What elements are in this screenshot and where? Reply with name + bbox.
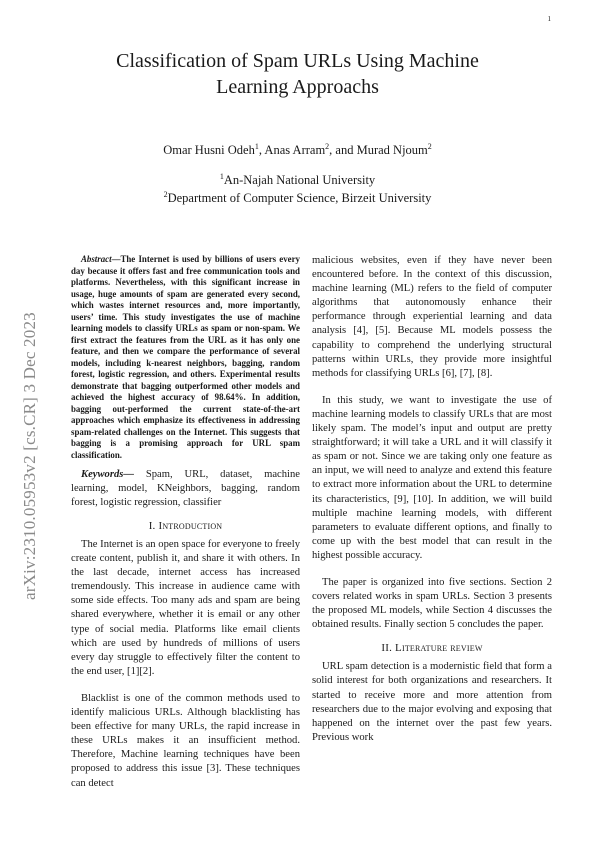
author-list <box>0 143 595 158</box>
title-line-1: Classification of Spam URLs Using Machine <box>116 50 479 72</box>
abstract <box>71 254 300 461</box>
keywords <box>71 468 300 510</box>
title-line-2: Learning Approachs <box>216 76 379 98</box>
affiliation-1-text: An-Najah National University <box>223 173 376 187</box>
literature-paragraph-1: URL spam detection is a modernistic field that form a solid interest for both organizations and researchers. It started to receive more and more attention from researchers due to the major evolving and exposing that happened on the internet over the past few years. Previous work <box>312 661 552 743</box>
author-2-name: Anas Arram <box>264 143 326 157</box>
intro-paragraph-3: In this study, we want to investigate the use of machine learning models to classify URLs that are most likely spam. The model’s input and output are pretty straightforward; it will take a URL and it will classify it as spam or not. Since we are taking only one feature as an input, we will need to analyze and extend this feature to extract more information about the URL to determine its characteristics, [9], [10]. In addition, we will build multiple machine learning models, with different parameters to evaluate different options, and finally to come up with the best model that can result in the highest possible accuracy. <box>312 394 552 561</box>
affiliation-1 <box>0 171 595 189</box>
affiliation-2-text: Department of Computer Science, Birzeit University <box>167 191 432 205</box>
section-heading-literature-review: II. Literature review <box>381 642 483 655</box>
author-1-name: Omar Husni Odeh <box>163 143 255 157</box>
keywords-text: Spam, URL, dataset, machine learning, model, KNeighbors, bagging, random forest, logistic regression, classifier <box>71 469 300 508</box>
author-separator: , and <box>329 143 357 157</box>
intro-paragraph-2: Blacklist is one of the common methods used to identify malicious URLs. Although blacklisting has been effective for many URLs, the rapid increase in these URLs makes it an insufficient method. Therefore, Machine learning techniques have been proposed to address this issue [3]. These techniques can detect <box>71 692 300 789</box>
author-3-name: Murad Njoum <box>356 143 428 157</box>
section-heading-introduction: I. Introduction <box>148 520 223 532</box>
author-1-affil-marker: 1 <box>254 141 259 151</box>
affiliation-2-marker: 2 <box>163 189 168 199</box>
author-2-affil-marker: 2 <box>325 141 330 151</box>
affiliation-1-marker: 1 <box>219 171 224 181</box>
abstract-text: —The Internet is used by billions of users every day because it offers fast and free communication tools and platforms. Nevertheless, with this significant increase in usage, huge amounts of spam are generated every second, which wastes internet resources and, more importantly, users’ time. This study investigates the use of machine learning models to classify URLs as spam or non-spam. We first extract the features from the URL as it has only one feature, and then we compare the performance of several models, including k-nearest neighbors, bagging, random forest, logistic regression, and others. Experimental results demonstrate that bagging outperformed other models and achieved the highest accuracy of 98.64%. In addition, bagging out-performed the current state-of-the-art approaches which emphasize its effectiveness in addressing spam-related challenges on the Internet. This suggests that bagging is a promising approach for URL spam classification. <box>71 254 300 460</box>
intro-paragraph-1: The Internet is an open space for everyone to freely create content, publish it, and share it with others. In the last decade, internet access has increased tremendously. This increase in audience came with some side effects. Too many ads and spam are being shared everywhere, whether it is email or any other type of social media. Platforms like email clients which are used by hundreds of millions of users every day struggle to effectively filter the content to the end user, [1][2]. <box>71 539 300 677</box>
abstract-label: Abstract <box>81 254 112 264</box>
paper-title <box>0 48 595 100</box>
affiliation-2 <box>0 189 595 207</box>
right-column <box>312 254 552 745</box>
author-3-affil-marker: 2 <box>427 141 432 151</box>
page-number: 1 <box>547 15 551 23</box>
affiliations <box>0 171 595 207</box>
intro-paragraph-2-continued: malicious websites, even if they have never been encountered before. In the context of this discussion, machine learning (ML) refers to the field of computer algorithms that autonomously enhance their performance through experiential learning and data analysis [4], [5]. Because ML models possess the capability to comprehend the underlying structural patterns within URLs, they provide more insightful methods for classifying URLs [6], [7], [8]. <box>312 255 552 379</box>
intro-paragraph-4: The paper is organized into five sections. Section 2 covers related works in spam URLs. Section 3 presents the proposed ML models, while Section 4 discusses the obtained results. Finally section 5 concludes the paper. <box>312 576 552 631</box>
arxiv-identifier-stamp[interactable]: arXiv:2310.05953v2 [cs.CR] 3 Dec 2023 <box>20 312 39 600</box>
keywords-label: Keywords— <box>81 469 134 480</box>
author-separator: , <box>258 143 265 157</box>
left-column <box>71 254 300 791</box>
